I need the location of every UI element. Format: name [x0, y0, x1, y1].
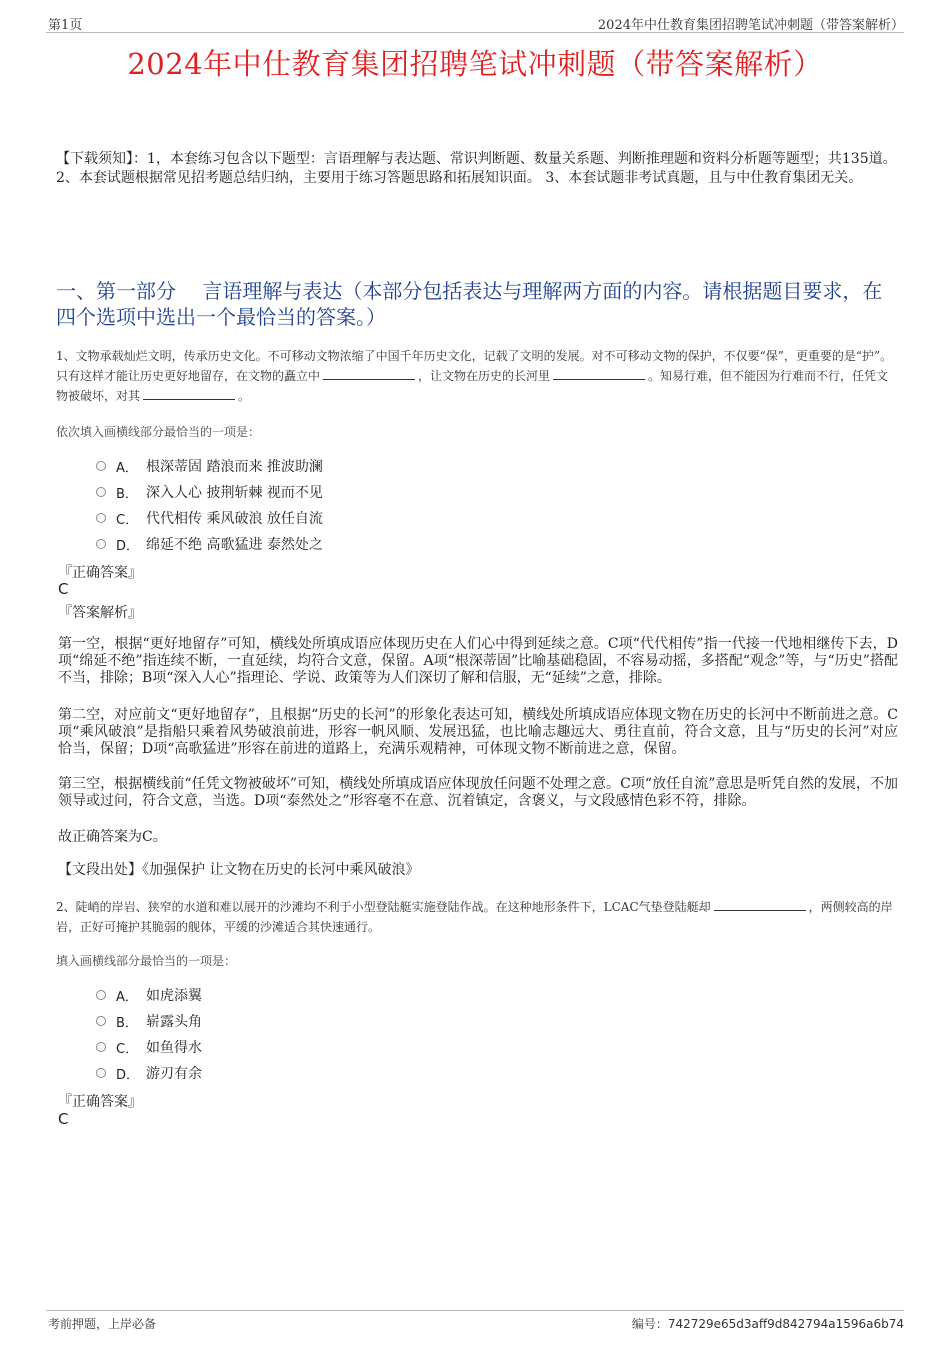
radio-button-icon[interactable]	[96, 461, 106, 471]
q1-answer-label: 『正确答案』	[58, 565, 142, 581]
q2-option-c[interactable]: C． 如鱼得水	[96, 1037, 202, 1057]
question-2-text: 2、陡峭的岸岩、狭窄的水道和难以展开的沙滩均不利于小型登陆艇实施登陆作战。在这种地形条件下，LCAC气垫登陆艇却 ，两侧较高的岸岩，正好可掩护其脆弱的舰体，平缓的沙滩适合其快速通行。	[56, 900, 893, 934]
blank-line	[143, 387, 235, 400]
download-notice: 【下载须知】：1，本套练习包含以下题型：言语理解与表达题、常识判断题、数量关系题、判断推理题和资料分析题等题型；共135道。 2、本套试题根据常见招考题总结归纳，主要用于练习答题思路和拓展知识面。 3、本套试题非考试真题，且与中仕教育集团无关。	[56, 151, 897, 186]
q2-answer-label: 『正确答案』	[58, 1094, 142, 1110]
footer-code: 编号：742729e65d3aff9d842794a1596a6b74	[631, 1317, 904, 1331]
q1-option-a[interactable]: A． 根深蒂固 踏浪而来 推波助澜	[96, 456, 323, 476]
radio-button-icon[interactable]	[96, 539, 106, 549]
radio-button-icon[interactable]	[96, 487, 106, 497]
radio-button-icon[interactable]	[96, 990, 106, 1000]
question-1-prompt: 依次填入画横线部分最恰当的一项是：	[56, 425, 261, 439]
radio-button-icon[interactable]	[96, 1016, 106, 1026]
q1-option-d[interactable]: D． 绵延不绝 高歌猛进 泰然处之	[96, 534, 323, 554]
q1-analysis-paragraph: 第二空，对应前文“更好地留存”，且根据“历史的长河”的形象化表达可知，横线处所填成语应体现文物在历史的长河中不断前进之意。C项“乘风破浪”是指船只乘着风势破浪前进，形容一帆风顺、发展迅猛，也比喻志趣远大、勇往直前，符合文意，且与“历史的长河”对应恰当，保留；D项“高歌猛进”形容在前进的道路上，充满乐观精神，可体现文物不断前进之意，保留。	[58, 707, 898, 757]
radio-button-icon[interactable]	[96, 513, 106, 523]
q1-conclusion: 故正确答案为C。	[58, 829, 167, 845]
footer-divider	[46, 1310, 904, 1311]
radio-button-icon[interactable]	[96, 1042, 106, 1052]
blank-line	[323, 367, 415, 380]
q1-analysis-paragraph: 第一空，根据“更好地留存”可知，横线处所填成语应体现历史在人们心中得到延续之意。C项“代代相传”指一代接一代地相继传下去，D项“绵延不绝”指连续不断，一直延续，均符合文意，保留。A项“根深蒂固”比喻基础稳固，不容易动摇，多搭配“观念”等，与“历史”搭配不当，排除；B项“深入人心”指理论、学说、政策等为人们深切了解和信服，无“延续”之意，排除。	[58, 636, 898, 686]
radio-button-icon[interactable]	[96, 1068, 106, 1078]
section-heading: 一、第一部分 言语理解与表达（本部分包括表达与理解两方面的内容。请根据题目要求，在四个选项中选出一个最恰当的答案。）	[56, 279, 883, 329]
q2-option-a[interactable]: A． 如虎添翼	[96, 985, 202, 1005]
page-title: 2024年中仕教育集团招聘笔试冲刺题（带答案解析）	[127, 47, 823, 81]
q1-option-c[interactable]: C． 代代相传 乘风破浪 放任自流	[96, 508, 323, 528]
question-2-prompt: 填入画横线部分最恰当的一项是：	[56, 954, 237, 968]
q2-option-b[interactable]: B． 崭露头角	[96, 1011, 202, 1031]
q1-option-b[interactable]: B． 深入人心 披荆斩棘 视而不见	[96, 482, 323, 502]
q1-source: 【文段出处】《加强保护 让文物在历史的长河中乘风破浪》	[58, 862, 420, 878]
q2-answer-value: C	[58, 1110, 69, 1128]
page-number: 第1页	[48, 18, 83, 33]
q1-answer-value: C	[58, 580, 69, 598]
question-1-text: 1、文物承载灿烂文明，传承历史文化。不可移动文物浓缩了中国千年历史文化，记载了文明的发展。对不可移动文物的保护，不仅要“保”，更重要的是“护”。只有这样才能让历史更好地留存，在文物的矗立中 ，让文物在历史的长河里 。知易行难，但不能因为行难而不行，任凭文物被破坏，对其 。	[56, 349, 893, 403]
blank-line	[714, 898, 806, 911]
blank-line	[553, 367, 645, 380]
header-divider	[46, 32, 904, 33]
header-doc-title: 2024年中仕教育集团招聘笔试冲刺题（带答案解析）	[597, 18, 904, 33]
q1-analysis-label: 『答案解析』	[58, 605, 142, 621]
q1-analysis-paragraph: 第三空，根据横线前“任凭文物被破坏”可知，横线处所填成语应体现放任问题不处理之意。C项“放任自流”意思是听凭自然的发展，不加领导或过问，符合文意，当选。D项“泰然处之”形容毫不在意、沉着镇定，含褒义，与文段感情色彩不符，排除。	[58, 776, 898, 809]
q2-option-d[interactable]: D． 游刃有余	[96, 1063, 202, 1083]
footer-slogan: 考前押题，上岸必备	[48, 1317, 157, 1331]
